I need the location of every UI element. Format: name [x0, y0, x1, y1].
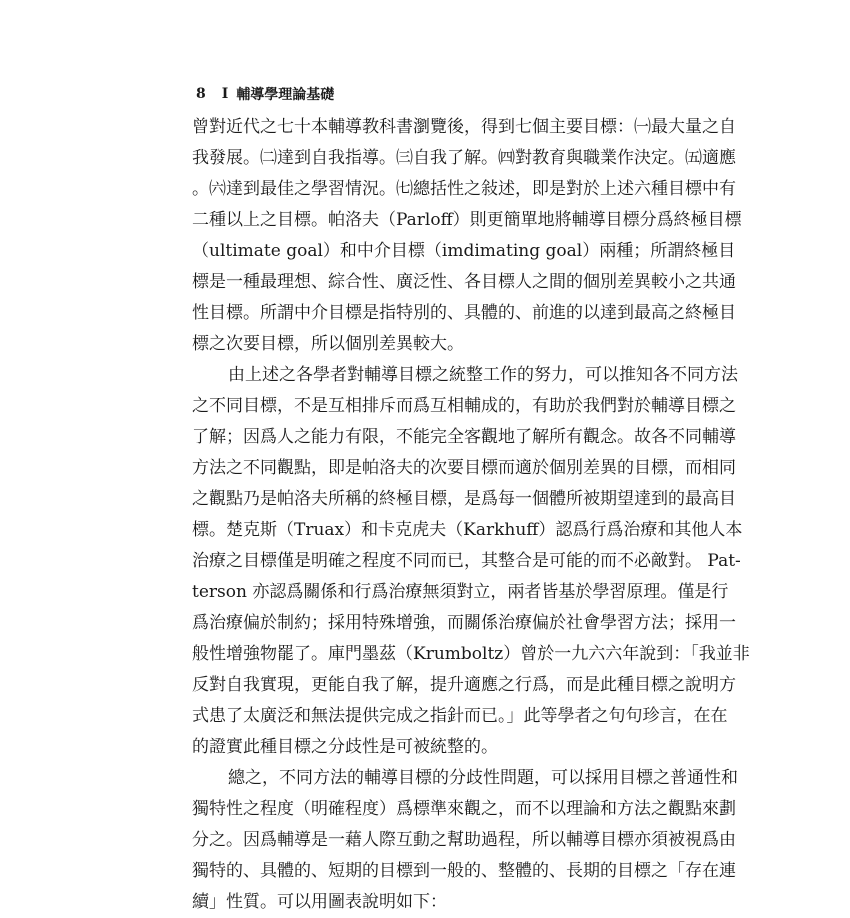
text-line: 續」性質。可以用圖表說明如下： — [192, 892, 447, 912]
text-line: 獨特性之程度（明確程度）爲標準來觀之，而不以理論和方法之觀點來劃 — [192, 799, 736, 819]
body-text — [192, 112, 750, 918]
text-line: 標之次要目標，所以個別差異較大。 — [192, 334, 464, 354]
text-line: 的證實此種目標之分歧性是可被統整的。 — [192, 737, 498, 757]
book-title: 輔導學理論基礎 — [236, 87, 335, 103]
text-line: 我發展。㈡達到自我指導。㈢自我了解。㈣對教育與職業作決定。㈤適應 — [192, 148, 736, 168]
text-line: 方法之不同觀點，即是帕洛夫的次要目標而適於個別差異的目標，而相同 — [192, 458, 736, 478]
text-line: 二種以上之目標。帕洛夫（Parloff）則更簡單地將輔導目標分爲終極目標 — [192, 210, 742, 230]
page-number: 8 — [196, 86, 206, 102]
text-line: 獨特的、具體的、短期的目標到一般的、整體的、長期的目標之「存在連 — [192, 861, 736, 881]
text-line: 之觀點乃是帕洛夫所稱的終極目標，是爲每一個體所被期望達到的最高目 — [192, 489, 736, 509]
paragraph-p1 — [192, 112, 742, 360]
text-line: 總之，不同方法的輔導目標的分歧性問題，可以採用目標之普通性和 — [228, 768, 738, 788]
chapter-number: I — [221, 86, 229, 102]
text-line: 。㈥達到最佳之學習情況。㈦總括性之敍述，即是對於上述六種目標中有 — [192, 179, 736, 199]
paragraph-p3 — [192, 763, 738, 918]
text-line: 爲治療偏於制約；採用特殊增強，而關係治療偏於社會學習方法；採用一 — [192, 613, 736, 633]
text-line: 之不同目標，不是互相排斥而爲互相輔成的，有助於我們對於輔導目標之 — [192, 396, 736, 416]
text-line: 曾對近代之七十本輔導教科書瀏覽後，得到七個主要目標：㈠最大量之自 — [192, 117, 736, 137]
text-line: 了解；因爲人之能力有限，不能完全客觀地了解所有觀念。故各不同輔導 — [192, 427, 736, 447]
text-line: 反對自我實現，更能自我了解，提升適應之行爲，而是此種目標之說明方 — [192, 675, 736, 695]
text-line: 性目標。所謂中介目標是指特別的、具體的、前進的以達到最高之終極目 — [192, 303, 736, 323]
text-line: （ultimate goal）和中介目標（imdimating goal）兩種；所謂終極目 — [192, 241, 736, 261]
text-line: 由上述之各學者對輔導目標之統整工作的努力，可以推知各不同方法 — [228, 365, 738, 385]
text-line: 分之。因爲輔導是一藉人際互動之幫助過程，所以輔導目標亦須被視爲由 — [192, 830, 736, 850]
text-line: 治療之目標僅是明確之程度不同而已，其整合是可能的而不必敵對。 Pat- — [192, 551, 741, 571]
text-line: 標。楚克斯（Truax）和卡克虎夫（Karkhuff）認爲行爲治療和其他人本 — [192, 520, 743, 540]
text-line: 式患了太廣泛和無法提供完成之指針而已。」此等學者之句句珍言，在在 — [192, 706, 728, 726]
running-header — [196, 82, 334, 106]
text-line: 般性增強物罷了。庫門墨茲（Krumboltz）曾於一九六六年說到：「我並非 — [192, 644, 750, 664]
text-line: 標是一種最理想、綜合性、廣泛性、各目標人之間的個別差異較小之共通 — [192, 272, 736, 292]
paragraph-p2 — [192, 360, 750, 763]
text-line: terson 亦認爲關係和行爲治療無須對立，兩者皆基於學習原理。僅是行 — [192, 582, 729, 602]
